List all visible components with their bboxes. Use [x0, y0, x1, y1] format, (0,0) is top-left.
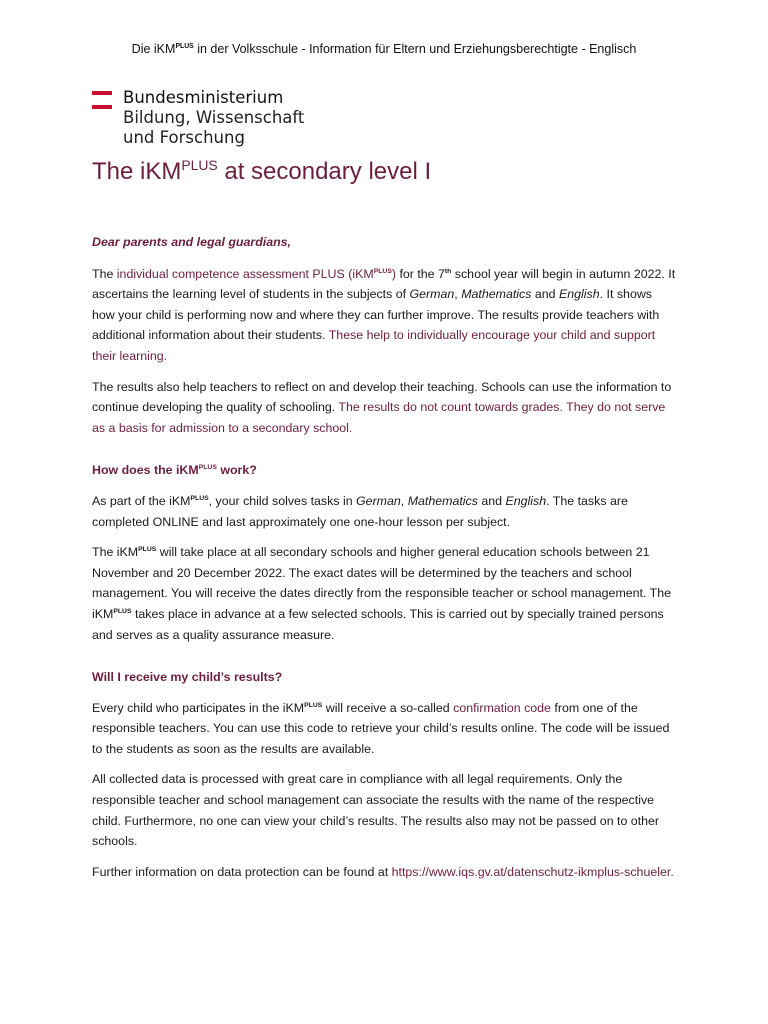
page-title: The iKM$^{PLUS}$ at secondary level I	[92, 157, 432, 185]
austrian-flag-icon	[92, 91, 112, 112]
ministry-logo	[92, 88, 304, 148]
further-info-paragraph: Further information on data protection can be found at https://www.iqs.gv.at/datenschutz-ikmplus-schueler.	[92, 864, 674, 879]
document-body	[92, 232, 676, 892]
results-paragraph: The results also help teachers to reflect on and develop their teaching. Schools can use the information to continue developing the quality of schooling. The results do not count towards grades. They do not serve as a basis for admission to a secondary school.	[92, 379, 672, 435]
section-heading-how-it-works: How does the iKM$^{PLUS}$ work?	[92, 463, 257, 478]
salutation: Dear parents and legal guardians,	[92, 235, 292, 249]
tasks-paragraph: As part of the iKM$^{PLUS}$, your child solves tasks in German, Mathematics and English. The tasks are completed ONLINE and last approximately one one-hour lesson per subject.	[92, 493, 628, 529]
schedule-paragraph: The iKM$^{PLUS}$ will take place at all secondary schools and higher general education schools between 21 November and 20 December 2022. The exact dates will be determined by the teachers and school management. You will receive the dates directly from the responsible teacher or school management. The iKM$^{PLUS}$ takes place in advance at a few selected schools. This is carried out by specially trained persons and serves as a quality assurance measure.	[92, 545, 672, 642]
ministry-name: Bundesministerium Bildung, Wissenschaft und Forschung	[123, 88, 305, 147]
intro-paragraph: The individual competence assessment PLUS (iKM$^{PLUS}$) for the 7th school year will begin in autumn 2022. It ascertains the learning level of students in the subjects of German, Mathematics and English. It shows how your child is performing now and where they can further improve. The results provide teachers with additional information about their students. These help to individually encourage your child and support their learning.	[92, 266, 676, 363]
data-protection-link[interactable]: https://www.iqs.gv.at/datenschutz-ikmplus-schueler	[391, 864, 671, 879]
section-heading-results: Will I receive my child’s results?	[92, 670, 283, 685]
data-protection-paragraph: All collected data is processed with great care in compliance with all legal requirements. Only the responsible teacher and school management can associate the results with the name of the respective child. Furthermore, no one can view your child’s results. The results also may not be passed on to other schools.	[92, 772, 660, 849]
confirmation-code-paragraph: Every child who participates in the iKM$^{PLUS}$ will receive a so-called confirmation code from one of the responsible teachers. You can use this code to retrieve your child’s results online. The code will be issued to the students as soon as the results are available.	[92, 700, 670, 756]
running-header: Die iKM$^{PLUS}$ in der Volksschule - Information für Eltern und Erziehungsberechtigte - Englisch	[131, 42, 637, 56]
